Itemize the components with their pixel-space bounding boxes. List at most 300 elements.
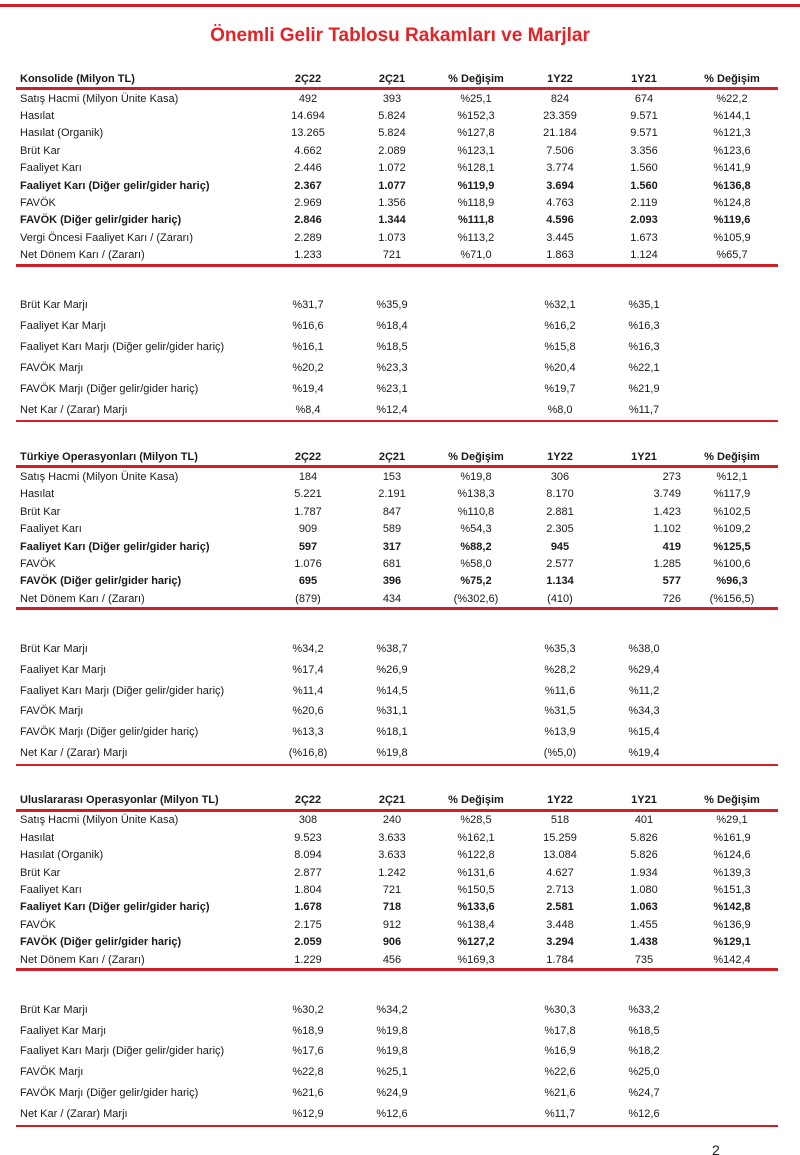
cell-value: 721 <box>382 249 402 262</box>
row-label: FAVÖK (Diğer gelir/gider hariç) <box>20 936 182 949</box>
cell-value: %19,4 <box>292 382 324 395</box>
cell-value: %123,1 <box>457 144 495 157</box>
cell-value: %16,1 <box>292 341 324 354</box>
row-label: FAVÖK Marjı (Diğer gelir/gider hariç) <box>20 382 199 395</box>
margin-table-row <box>16 638 778 659</box>
cell-value: %19,8 <box>460 470 492 483</box>
cell-value: 2.881 <box>546 505 574 518</box>
cell-value: 9.571 <box>630 110 658 123</box>
row-label: FAVÖK Marjı <box>20 705 84 718</box>
cell-value: 589 <box>382 523 402 536</box>
row-label: Satış Hacmi (Milyon Ünite Kasa) <box>20 470 179 483</box>
cell-value: 1.077 <box>378 179 406 192</box>
cell-value: 153 <box>382 470 402 483</box>
cell-value: 306 <box>550 470 570 483</box>
row-label: FAVÖK Marjı <box>20 362 84 375</box>
cell-value: 2.289 <box>294 231 322 244</box>
cell-value: %34,3 <box>628 705 660 718</box>
row-label: Net Dönem Karı / (Zararı) <box>20 953 145 966</box>
cell-value: %24,9 <box>376 1087 408 1100</box>
row-label: Satış Hacmi (Milyon Ünite Kasa) <box>20 814 179 827</box>
cell-value: 4.662 <box>294 144 322 157</box>
section-gap <box>16 610 778 638</box>
table-row <box>16 90 778 107</box>
cell-value: %35,1 <box>628 299 660 312</box>
cell-value: 3.633 <box>378 849 406 862</box>
column-header: % Değişim <box>704 794 760 807</box>
cell-value: %38,0 <box>628 642 660 655</box>
cell-value: %150,5 <box>457 883 495 896</box>
row-label: FAVÖK (Diğer gelir/gider hariç) <box>20 214 182 227</box>
cell-value: %16,3 <box>628 341 660 354</box>
margin-table-row <box>16 1020 778 1041</box>
cell-value: 2.969 <box>294 197 322 210</box>
table-row <box>16 538 778 555</box>
cell-value: %25,0 <box>628 1066 660 1079</box>
section-title: Uluslararası Operasyonlar (Milyon TL) <box>20 794 219 807</box>
column-header: % Değişim <box>448 72 504 85</box>
cell-value: %17,4 <box>292 663 324 676</box>
cell-value: %13,9 <box>544 726 576 739</box>
cell-value: 1.344 <box>378 214 406 227</box>
cell-value: 1.438 <box>630 936 658 949</box>
cell-value: 5.826 <box>630 831 658 844</box>
cell-value: %54,3 <box>460 523 492 536</box>
cell-value: 718 <box>382 901 402 914</box>
column-header: 2Ç21 <box>378 72 406 85</box>
row-label: FAVÖK Marjı (Diğer gelir/gider hariç) <box>20 1087 199 1100</box>
cell-value: %13,3 <box>292 726 324 739</box>
cell-value: %28,2 <box>544 663 576 676</box>
margin-table-row <box>16 358 778 379</box>
cell-value: 1.356 <box>378 197 406 210</box>
cell-value: %139,3 <box>713 866 751 879</box>
cell-value: %142,4 <box>713 953 751 966</box>
margin-table-row <box>16 1041 778 1062</box>
cell-value: %71,0 <box>460 249 492 262</box>
cell-value: 912 <box>382 918 402 931</box>
cell-value: %19,8 <box>376 747 408 760</box>
cell-value: 13.265 <box>291 127 325 140</box>
cell-value: 273 <box>662 470 681 483</box>
cell-value: 726 <box>662 592 681 605</box>
cell-value: 1.285 <box>653 557 681 570</box>
row-label: Faaliyet Karı (Diğer gelir/gider hariç) <box>20 179 210 192</box>
cell-value: 2.191 <box>378 488 406 501</box>
cell-value: %32,1 <box>544 299 576 312</box>
cell-value: %31,7 <box>292 299 324 312</box>
section-gap <box>16 971 778 999</box>
table-row <box>16 142 778 159</box>
table-row <box>16 899 778 916</box>
cell-value: %58,0 <box>460 557 492 570</box>
cell-value: %30,2 <box>292 1003 324 1016</box>
row-label: Net Kar / (Zarar) Marjı <box>20 747 128 760</box>
cell-value: %34,2 <box>292 642 324 655</box>
column-header: 2Ç22 <box>294 794 322 807</box>
cell-value: %123,6 <box>713 144 751 157</box>
margin-table-row <box>16 337 778 358</box>
cell-value: 456 <box>382 953 402 966</box>
cell-value: %129,1 <box>713 936 751 949</box>
cell-value: (%156,5) <box>709 592 755 605</box>
column-header: 2Ç21 <box>378 450 406 463</box>
table-row <box>16 229 778 246</box>
row-label: FAVÖK Marjı (Diğer gelir/gider hariç) <box>20 726 199 739</box>
cell-value: %17,6 <box>292 1045 324 1058</box>
cell-value: 2.093 <box>630 214 658 227</box>
cell-value: %102,5 <box>713 505 751 518</box>
section-gap <box>16 267 778 295</box>
cell-value: 1.455 <box>630 918 658 931</box>
row-label: Brüt Kar Marjı <box>20 1003 88 1016</box>
cell-value: 2.446 <box>294 162 322 175</box>
cell-value: %11,2 <box>628 684 660 697</box>
cell-value: %22,1 <box>628 362 660 375</box>
cell-value: %151,3 <box>713 883 751 896</box>
cell-value: %142,8 <box>713 901 751 914</box>
cell-value: 14.694 <box>291 110 325 123</box>
cell-value: %15,4 <box>628 726 660 739</box>
cell-value: 3.749 <box>653 488 681 501</box>
row-label: Brüt Kar <box>20 144 61 157</box>
column-header: 2Ç22 <box>294 72 322 85</box>
cell-value: %100,6 <box>713 557 751 570</box>
cell-value: %19,8 <box>376 1024 408 1037</box>
cell-value: %21,6 <box>292 1087 324 1100</box>
cell-value: 1.102 <box>653 523 681 536</box>
cell-value: %19,4 <box>628 747 660 760</box>
page-top-rule <box>0 4 800 7</box>
cell-value: 308 <box>298 814 318 827</box>
cell-value: 1.134 <box>546 575 574 588</box>
margin-table-row <box>16 378 778 399</box>
cell-value: %22,2 <box>716 92 748 105</box>
cell-value: %20,6 <box>292 705 324 718</box>
cell-value: 1.787 <box>294 505 322 518</box>
row-label: Hasılat <box>20 110 55 123</box>
cell-value: %12,6 <box>628 1108 660 1121</box>
cell-value: %105,9 <box>713 231 751 244</box>
cell-value: 3.294 <box>546 936 574 949</box>
cell-value: %124,8 <box>713 197 751 210</box>
cell-value: 2.305 <box>546 523 574 536</box>
margin-table-row <box>16 316 778 337</box>
tables-container <box>16 70 778 1127</box>
cell-value: (%16,8) <box>288 747 328 760</box>
column-header: 2Ç22 <box>294 450 322 463</box>
cell-value: 695 <box>298 575 318 588</box>
table-row <box>16 125 778 142</box>
cell-value: %38,7 <box>376 642 408 655</box>
margin-table-row <box>16 701 778 722</box>
cell-value: 2.059 <box>294 936 322 949</box>
cell-value: %31,5 <box>544 705 576 718</box>
column-header: % Değişim <box>448 794 504 807</box>
row-label: Faaliyet Kar Marjı <box>20 1024 107 1037</box>
cell-value: 847 <box>382 505 402 518</box>
cell-value: %16,9 <box>544 1045 576 1058</box>
cell-value: %16,6 <box>292 320 324 333</box>
table-row <box>16 951 778 968</box>
cell-value: 3.774 <box>546 162 574 175</box>
cell-value: %30,3 <box>544 1003 576 1016</box>
cell-value: %127,2 <box>457 936 495 949</box>
cell-value: 1.229 <box>294 953 322 966</box>
cell-value: %133,6 <box>457 901 495 914</box>
cell-value: 2.089 <box>378 144 406 157</box>
cell-value: %125,5 <box>713 540 751 553</box>
cell-value: %136,8 <box>713 179 751 192</box>
cell-value: 434 <box>382 592 402 605</box>
cell-value: %113,2 <box>457 231 495 244</box>
cell-value: %18,5 <box>376 341 408 354</box>
cell-value: %117,9 <box>713 488 751 501</box>
column-header: % Değişim <box>704 450 760 463</box>
cell-value: %110,8 <box>457 505 495 518</box>
cell-value: 2.581 <box>546 901 574 914</box>
row-label: Faaliyet Karı <box>20 162 82 175</box>
column-header: 1Y22 <box>547 72 573 85</box>
row-label: Vergi Öncesi Faaliyet Karı / (Zararı) <box>20 231 193 244</box>
cell-value: 3.448 <box>546 918 574 931</box>
table-row <box>16 486 778 503</box>
cell-value: 7.506 <box>546 144 574 157</box>
cell-value: %24,7 <box>628 1087 660 1100</box>
cell-value: %12,4 <box>376 403 408 416</box>
cell-value: %18,2 <box>628 1045 660 1058</box>
cell-value: 1.063 <box>630 901 658 914</box>
cell-value: 184 <box>298 470 318 483</box>
cell-value: %19,7 <box>544 382 576 395</box>
cell-value: %34,2 <box>376 1003 408 1016</box>
cell-value: %65,7 <box>716 249 748 262</box>
cell-value: 1.678 <box>294 901 322 914</box>
cell-value: %141,9 <box>713 162 751 175</box>
cell-value: %138,3 <box>457 488 495 501</box>
cell-value: 393 <box>382 92 402 105</box>
row-label: Net Kar / (Zarar) Marjı <box>20 1108 128 1121</box>
cell-value: 1.072 <box>378 162 406 175</box>
cell-value: %119,9 <box>457 179 495 192</box>
row-label: FAVÖK <box>20 557 56 570</box>
cell-value: %20,4 <box>544 362 576 375</box>
table-row <box>16 212 778 229</box>
cell-value: 1.863 <box>546 249 574 262</box>
margin-table-row <box>16 295 778 316</box>
row-label: Faaliyet Karı Marjı (Diğer gelir/gider hariç) <box>20 1045 225 1058</box>
cell-value: 1.073 <box>378 231 406 244</box>
cell-value: 597 <box>298 540 318 553</box>
row-label: FAVÖK <box>20 918 56 931</box>
cell-value: %23,1 <box>376 382 408 395</box>
row-label: FAVÖK Marjı <box>20 1066 84 1079</box>
cell-value: 13.084 <box>543 849 577 862</box>
cell-value: %8,4 <box>295 403 321 416</box>
cell-value: %29,4 <box>628 663 660 676</box>
cell-value: %33,2 <box>628 1003 660 1016</box>
column-header: 1Y21 <box>631 450 657 463</box>
row-label: Faaliyet Karı Marjı (Diğer gelir/gider hariç) <box>20 341 225 354</box>
cell-value: %17,8 <box>544 1024 576 1037</box>
cell-value: %152,3 <box>457 110 495 123</box>
column-header: 1Y21 <box>631 72 657 85</box>
cell-value: 401 <box>634 814 654 827</box>
row-label: Net Kar / (Zarar) Marjı <box>20 403 128 416</box>
column-header: 1Y22 <box>547 450 573 463</box>
table-row <box>16 107 778 124</box>
table-row <box>16 177 778 194</box>
red-divider-line <box>16 1125 778 1127</box>
cell-value: %122,8 <box>457 849 495 862</box>
column-header: % Değişim <box>448 450 504 463</box>
row-label: Hasılat <box>20 831 55 844</box>
cell-value: 945 <box>550 540 570 553</box>
table-row <box>16 573 778 590</box>
margin-table-row <box>16 1062 778 1083</box>
cell-value: 4.763 <box>546 197 574 210</box>
table-row <box>16 468 778 485</box>
margin-table-row <box>16 1083 778 1104</box>
cell-value: 5.824 <box>378 110 406 123</box>
cell-value: %25,1 <box>376 1066 408 1079</box>
cell-value: 2.119 <box>630 197 658 210</box>
cell-value: 1.560 <box>630 179 658 192</box>
margin-table-row <box>16 722 778 743</box>
cell-value: 15.259 <box>543 831 577 844</box>
cell-value: %18,9 <box>292 1024 324 1037</box>
page-title: Önemli Gelir Tablosu Rakamları ve Marjlar <box>210 25 590 46</box>
cell-value: 906 <box>382 936 402 949</box>
cell-value: 2.846 <box>294 214 322 227</box>
cell-value: %119,6 <box>713 214 751 227</box>
cell-value: %28,5 <box>460 814 492 827</box>
cell-value: 492 <box>298 92 318 105</box>
cell-value: 681 <box>382 557 402 570</box>
cell-value: %18,1 <box>376 726 408 739</box>
row-label: Faaliyet Karı <box>20 523 82 536</box>
table-row <box>16 933 778 950</box>
cell-value: %35,9 <box>376 299 408 312</box>
table-row <box>16 160 778 177</box>
cell-value: (%302,6) <box>453 592 499 605</box>
cell-value: %131,6 <box>457 866 495 879</box>
cell-value: 4.627 <box>546 866 574 879</box>
cell-value: %11,7 <box>628 403 660 416</box>
cell-value: %127,8 <box>457 127 495 140</box>
cell-value: 3.445 <box>546 231 574 244</box>
cell-value: %18,4 <box>376 320 408 333</box>
row-label: Faaliyet Karı <box>20 883 82 896</box>
table-row <box>16 247 778 264</box>
table-row <box>16 916 778 933</box>
table-row <box>16 555 778 572</box>
margin-table-row <box>16 743 778 764</box>
row-label: Hasılat (Organik) <box>20 849 104 862</box>
cell-value: %21,6 <box>544 1087 576 1100</box>
cell-value: (410) <box>547 592 573 605</box>
cell-value: 2.367 <box>294 179 322 192</box>
cell-value: %12,9 <box>292 1108 324 1121</box>
cell-value: %16,3 <box>628 320 660 333</box>
table-row <box>16 829 778 846</box>
cell-value: 1.784 <box>546 953 574 966</box>
cell-value: 8.170 <box>546 488 574 501</box>
page-number: 2 <box>712 1142 720 1155</box>
table-header-row <box>16 70 778 87</box>
cell-value: %75,2 <box>460 575 492 588</box>
column-header: 1Y21 <box>631 794 657 807</box>
cell-value: %11,7 <box>544 1108 576 1121</box>
cell-value: 23.359 <box>543 110 577 123</box>
cell-value: 21.184 <box>543 127 577 140</box>
table-row <box>16 812 778 829</box>
table-row <box>16 590 778 607</box>
cell-value: %26,9 <box>376 663 408 676</box>
cell-value: %124,6 <box>713 849 751 862</box>
cell-value: %12,1 <box>716 470 748 483</box>
row-label: FAVÖK <box>20 197 56 210</box>
cell-value: 8.094 <box>294 849 322 862</box>
cell-value: 577 <box>662 575 681 588</box>
margin-table-row <box>16 680 778 701</box>
cell-value: 2.713 <box>546 883 574 896</box>
cell-value: %22,6 <box>544 1066 576 1079</box>
cell-value: %15,8 <box>544 341 576 354</box>
cell-value: 735 <box>634 953 654 966</box>
table-header-row <box>16 792 778 809</box>
cell-value: 1.080 <box>630 883 658 896</box>
cell-value: %19,8 <box>376 1045 408 1058</box>
margin-table-row <box>16 1104 778 1125</box>
cell-value: 240 <box>382 814 402 827</box>
cell-value: 1.242 <box>378 866 406 879</box>
column-header: 2Ç21 <box>378 794 406 807</box>
table-row <box>16 864 778 881</box>
cell-value: %128,1 <box>457 162 495 175</box>
cell-value: %12,6 <box>376 1108 408 1121</box>
row-label: Faaliyet Kar Marjı <box>20 320 107 333</box>
section-gap <box>16 422 778 448</box>
row-label: Hasılat <box>20 488 55 501</box>
cell-value: %161,9 <box>713 831 751 844</box>
cell-value: %138,4 <box>457 918 495 931</box>
column-header: 1Y22 <box>547 794 573 807</box>
row-label: Faaliyet Kar Marjı <box>20 663 107 676</box>
cell-value: 518 <box>550 814 570 827</box>
cell-value: %8,0 <box>547 403 573 416</box>
row-label: Net Dönem Karı / (Zararı) <box>20 249 145 262</box>
cell-value: 317 <box>382 540 402 553</box>
cell-value: 5.826 <box>630 849 658 862</box>
cell-value: %22,8 <box>292 1066 324 1079</box>
cell-value: 1.233 <box>294 249 322 262</box>
cell-value: %21,9 <box>628 382 660 395</box>
cell-value: 2.877 <box>294 866 322 879</box>
section-title: Konsolide (Milyon TL) <box>20 72 135 85</box>
cell-value: 1.804 <box>294 883 322 896</box>
row-label: Brüt Kar <box>20 505 61 518</box>
row-label: Hasılat (Organik) <box>20 127 104 140</box>
cell-value: 824 <box>550 92 570 105</box>
table-row <box>16 503 778 520</box>
cell-value: %111,8 <box>457 214 495 227</box>
cell-value: %96,3 <box>716 575 748 588</box>
cell-value: %169,3 <box>457 953 495 966</box>
cell-value: 3.633 <box>378 831 406 844</box>
cell-value: 3.694 <box>546 179 574 192</box>
cell-value: 1.124 <box>630 249 658 262</box>
